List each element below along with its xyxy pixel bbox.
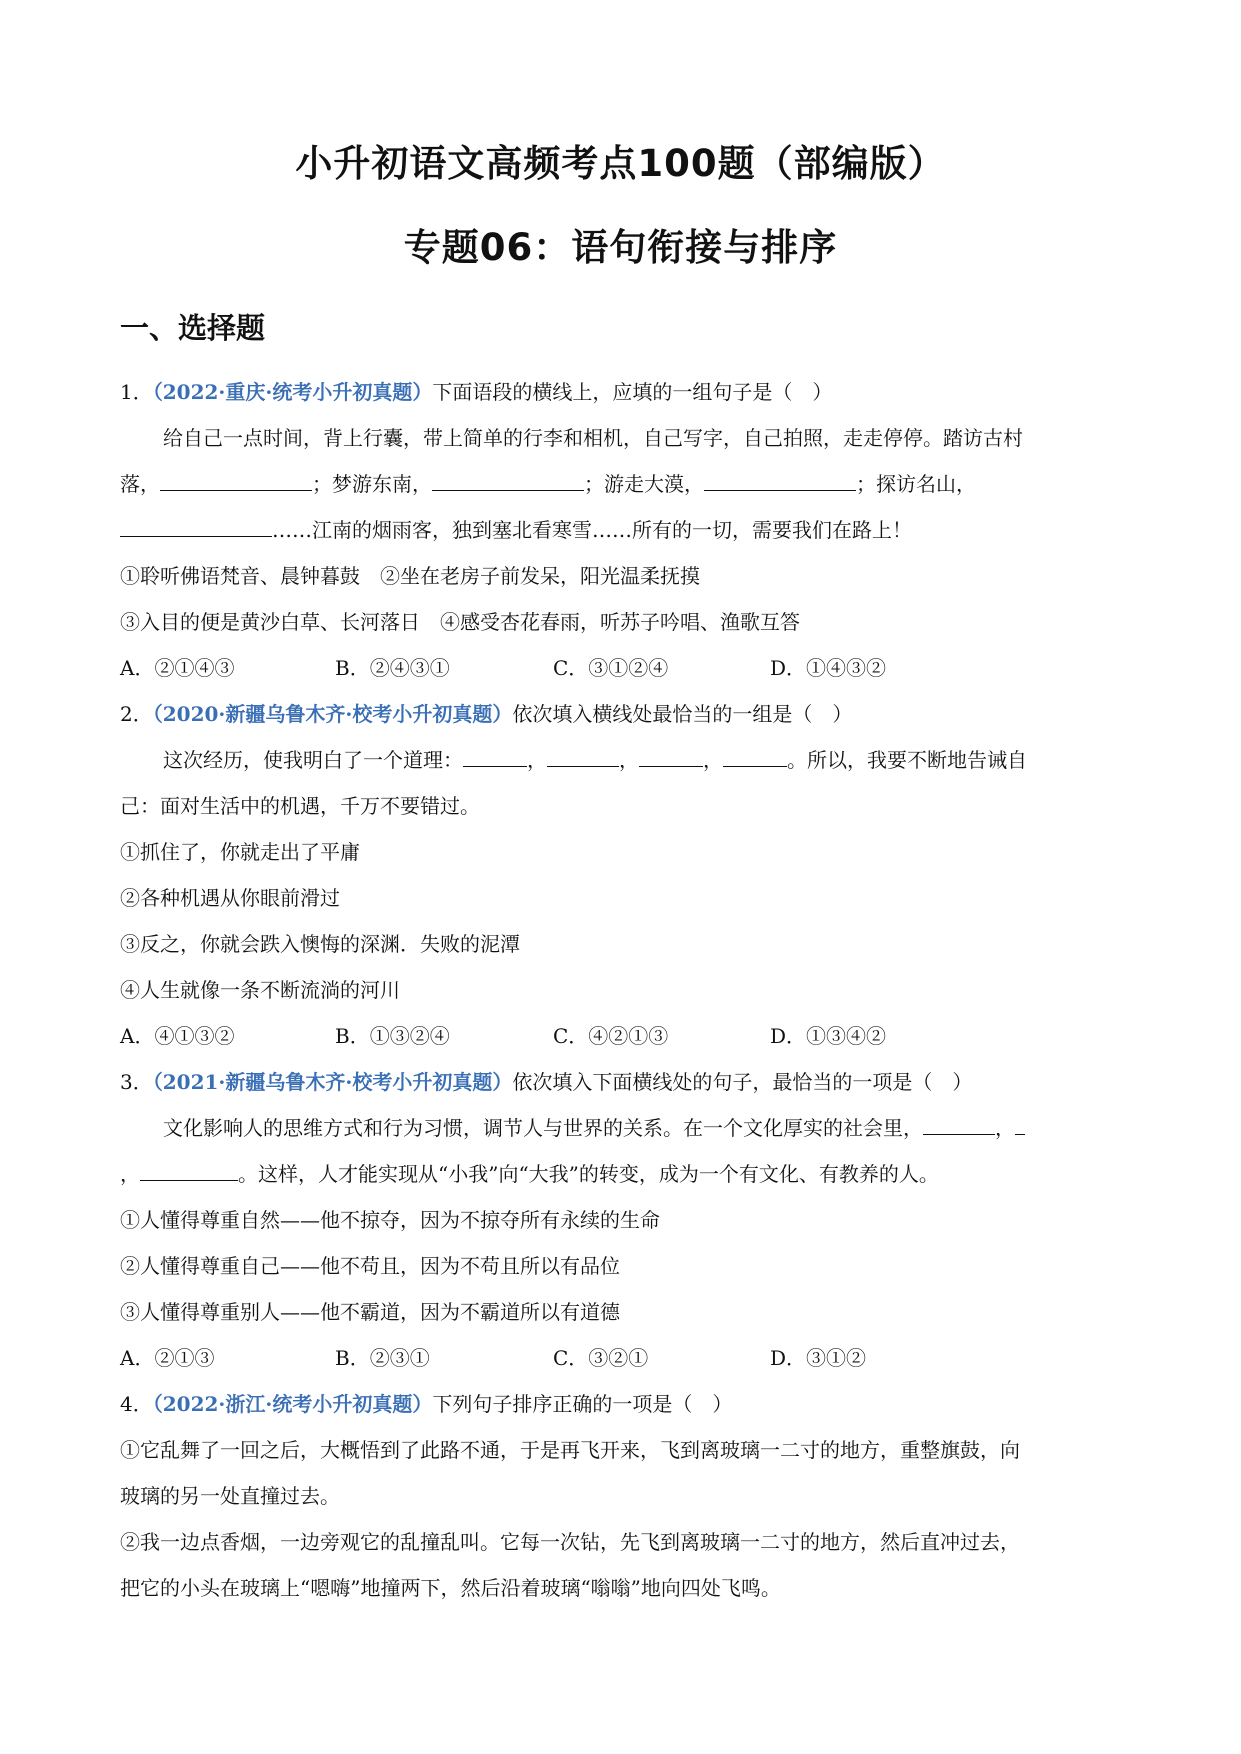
question-1-items-3-4: ③入目的便是黄沙白草、长河落日 ④感受杏花春雨，听苏子吟唱、渔歌互答: [120, 610, 800, 634]
question-3-header: [120, 1068, 1125, 1096]
document-title: 小升初语文高频考点100题（部编版）: [295, 142, 946, 185]
option-b: B．②③①: [335, 1346, 430, 1370]
question-1-passage-line-2: 落， ；梦游东南， ；游走大漠， ；探访名山，: [120, 472, 976, 496]
question-3-item-1: ①人懂得尊重自然——他不掠夺，因为不掠夺所有永续的生命: [120, 1208, 660, 1232]
fill-blank: [463, 746, 527, 767]
option-d: D．①③④②: [770, 1024, 887, 1048]
question-2-item-2: ②各种机遇从你眼前滑过: [120, 886, 340, 910]
fill-blank: [432, 470, 584, 491]
document-subtitle: 专题06：语句衔接与排序: [403, 226, 838, 269]
question-stem: 下面语段的横线上，应填的一组句子是（ ）: [432, 380, 833, 404]
question-number: 1．: [120, 380, 153, 404]
question-3-item-2: ②人懂得尊重自己——他不苟且，因为不苟且所以有品位: [120, 1254, 620, 1278]
fill-blank: [160, 470, 312, 491]
question-2-passage-line-1: 这次经历，使我明白了一个道理： ， ， ， 。所以，我要不断地告诫自: [163, 748, 1027, 772]
option-d: D．③①②: [770, 1346, 867, 1370]
question-3-passage-line-1: 文化影响人的思维方式和行为习惯，调节人与世界的关系。在一个文化厚实的社会里， ，: [163, 1114, 1168, 1142]
question-1-header: [120, 378, 1125, 406]
question-number: 4．: [120, 1392, 153, 1416]
fill-blank: [1015, 1114, 1025, 1135]
option-a: A．②①③: [120, 1346, 215, 1370]
option-d: D．①④③②: [770, 656, 887, 680]
question-3-passage-line-2: ， 。这样，人才能实现从“小我”向“大我”的转变，成为一个有文化、有教养的人。: [120, 1162, 939, 1186]
question-2-header: [120, 700, 1125, 728]
question-1-passage-line-1: 给自己一点时间，背上行囊，带上简单的行李和相机，自己写字，自己拍照，走走停停。踏访古村: [163, 426, 1023, 450]
question-number: 2．: [120, 702, 153, 726]
fill-blank: [639, 746, 703, 767]
question-4-item-1-line-2: 玻璃的另一处直撞过去。: [120, 1484, 340, 1508]
question-stem: 依次填入横线处最恰当的一组是（ ）: [512, 702, 853, 726]
question-stem: 依次填入下面横线处的句子，最恰当的一项是（ ）: [512, 1070, 973, 1094]
option-c: C．③①②④: [553, 656, 669, 680]
fill-blank: [923, 1114, 995, 1135]
fill-blank: [120, 516, 272, 537]
fill-blank: [140, 1160, 238, 1181]
option-a: A．④①③②: [120, 1024, 235, 1048]
question-4-item-2-line-1: ②我一边点香烟，一边旁观它的乱撞乱叫。它每一次钻，先飞到离玻璃一二寸的地方，然后直冲过去，: [120, 1530, 1020, 1554]
question-1-items-1-2: ①聆听佛语梵音、晨钟暮鼓 ②坐在老房子前发呆，阳光温柔抚摸: [120, 564, 700, 588]
option-a: A．②①④③: [120, 656, 235, 680]
option-b: B．①③②④: [335, 1024, 450, 1048]
option-c: C．③②①: [553, 1346, 649, 1370]
section-heading: 一、选择题: [120, 311, 266, 345]
question-2-item-4: ④人生就像一条不断流淌的河川: [120, 978, 400, 1002]
question-source: （2022·重庆·统考小升初真题）: [152, 380, 433, 404]
fill-blank: [723, 746, 787, 767]
question-source: （2020·新疆乌鲁木齐·校考小升初真题）: [152, 702, 513, 726]
question-4-item-1-line-1: ①它乱舞了一回之后，大概悟到了此路不通，于是再飞开来，飞到离玻璃一二寸的地方，重整旗鼓，向: [120, 1438, 1020, 1462]
question-stem: 下列句子排序正确的一项是（ ）: [432, 1392, 733, 1416]
question-2-item-3: ③反之，你就会跌入懊悔的深渊．失败的泥潭: [120, 932, 520, 956]
question-2-item-1: ①抓住了，你就走出了平庸: [120, 840, 360, 864]
fill-blank: [547, 746, 619, 767]
fill-blank: [704, 470, 856, 491]
question-source: （2022·浙江·统考小升初真题）: [152, 1392, 433, 1416]
question-number: 3．: [120, 1070, 153, 1094]
question-4-header: [120, 1390, 1125, 1418]
option-c: C．④②①③: [553, 1024, 669, 1048]
option-b: B．②④③①: [335, 656, 450, 680]
question-3-item-3: ③人懂得尊重别人——他不霸道，因为不霸道所以有道德: [120, 1300, 620, 1324]
question-source: （2021·新疆乌鲁木齐·校考小升初真题）: [152, 1070, 513, 1094]
question-4-item-2-line-2: 把它的小头在玻璃上“嗯嗨”地撞两下，然后沿着玻璃“嗡嗡”地向四处飞鸣。: [120, 1576, 781, 1600]
question-1-passage-line-3: ……江南的烟雨客，独到塞北看寒雪……所有的一切，需要我们在路上！: [120, 516, 1125, 544]
question-2-passage-line-2: 己：面对生活中的机遇，千万不要错过。: [120, 794, 480, 818]
